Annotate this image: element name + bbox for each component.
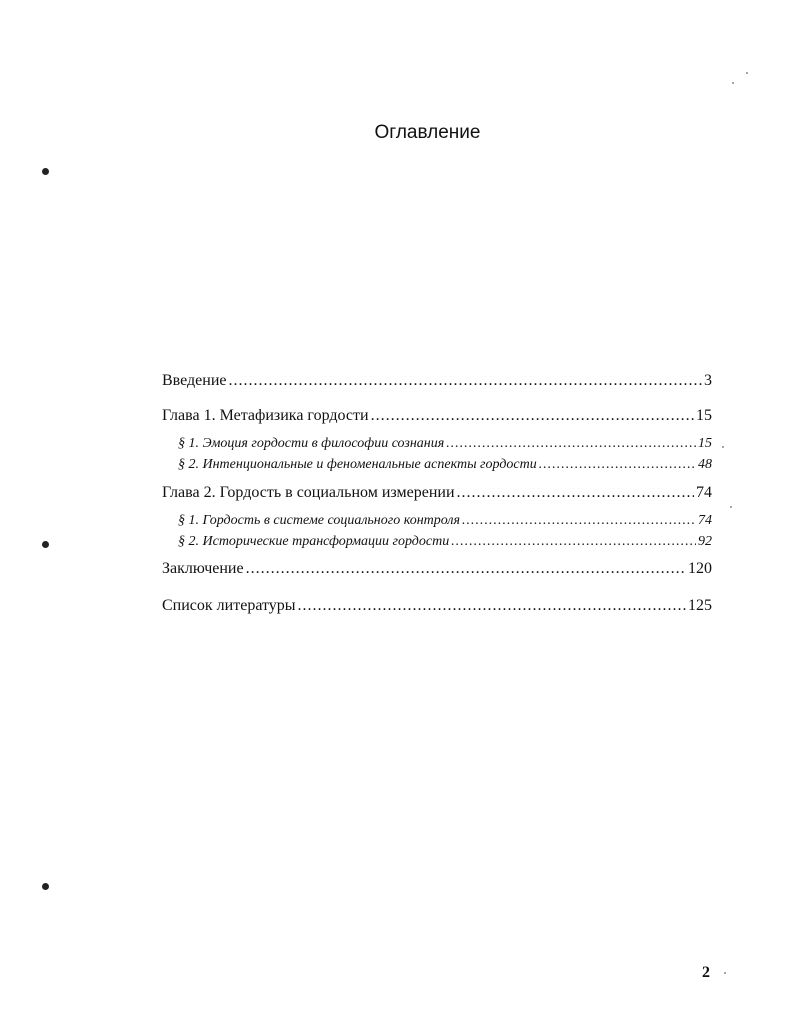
- dot-leader: [229, 372, 703, 390]
- toc-entry-page: 74: [696, 484, 712, 501]
- page-title: Оглавление: [374, 122, 481, 143]
- scan-speck: [724, 972, 726, 974]
- dot-leader: [298, 597, 686, 615]
- toc-entry-page: 125: [688, 597, 712, 614]
- toc-entry-page: 3: [704, 372, 712, 389]
- toc-entry-label: Заключение: [162, 560, 244, 577]
- toc-entry-chapter-2-section-2[interactable]: [178, 534, 712, 550]
- scan-speck: [722, 446, 724, 448]
- scan-speck: [732, 82, 734, 84]
- toc-entry-page: 48: [698, 457, 712, 472]
- toc-entry-introduction[interactable]: [162, 372, 712, 390]
- toc-entry-bibliography[interactable]: [162, 597, 712, 615]
- toc-entry-page: 74: [698, 513, 712, 528]
- dot-leader: [539, 457, 696, 473]
- punch-hole-mark-bottom: [42, 883, 49, 890]
- punch-hole-mark-middle: [42, 541, 49, 548]
- dot-leader: [462, 513, 696, 529]
- toc-entry-label: § 1. Эмоция гордости в философии сознания: [178, 436, 445, 451]
- toc-entry-page: 92: [698, 534, 712, 549]
- toc-entry-label: Список литературы: [162, 597, 296, 614]
- toc-entry-chapter-1-section-2[interactable]: [178, 457, 712, 473]
- toc-entry-page: 120: [688, 560, 712, 577]
- dot-leader: [451, 534, 696, 550]
- toc-entry-label: Глава 2. Гордость в социальном измерении: [162, 484, 455, 501]
- toc-entry-chapter-1[interactable]: [162, 407, 712, 425]
- toc-entry-label: Глава 1. Метафизика гордости: [162, 407, 369, 424]
- punch-hole-mark-top: [42, 168, 49, 175]
- toc-entry-page: 15: [698, 436, 712, 451]
- toc-entry-chapter-2[interactable]: [162, 484, 712, 502]
- toc-entry-label: § 1. Гордость в системе социального контроля: [178, 513, 461, 528]
- scan-speck: [746, 72, 748, 74]
- toc-entry-chapter-1-section-1[interactable]: [178, 436, 712, 452]
- dot-leader: [371, 407, 694, 425]
- toc-entry-page: 15: [696, 407, 712, 424]
- toc-entry-chapter-2-section-1[interactable]: [178, 513, 712, 529]
- page-number: 2: [702, 964, 710, 981]
- toc-entry-conclusion[interactable]: [162, 560, 712, 578]
- dot-leader: [246, 560, 686, 578]
- toc-entry-label: § 2. Исторические трансформации гордости: [178, 534, 450, 549]
- toc-entry-label: § 2. Интенциональные и феноменальные аспекты гордости: [178, 457, 537, 472]
- scan-speck: [730, 506, 732, 508]
- dot-leader: [457, 484, 695, 502]
- dot-leader: [446, 436, 696, 452]
- toc-entry-label: Введение: [162, 372, 227, 389]
